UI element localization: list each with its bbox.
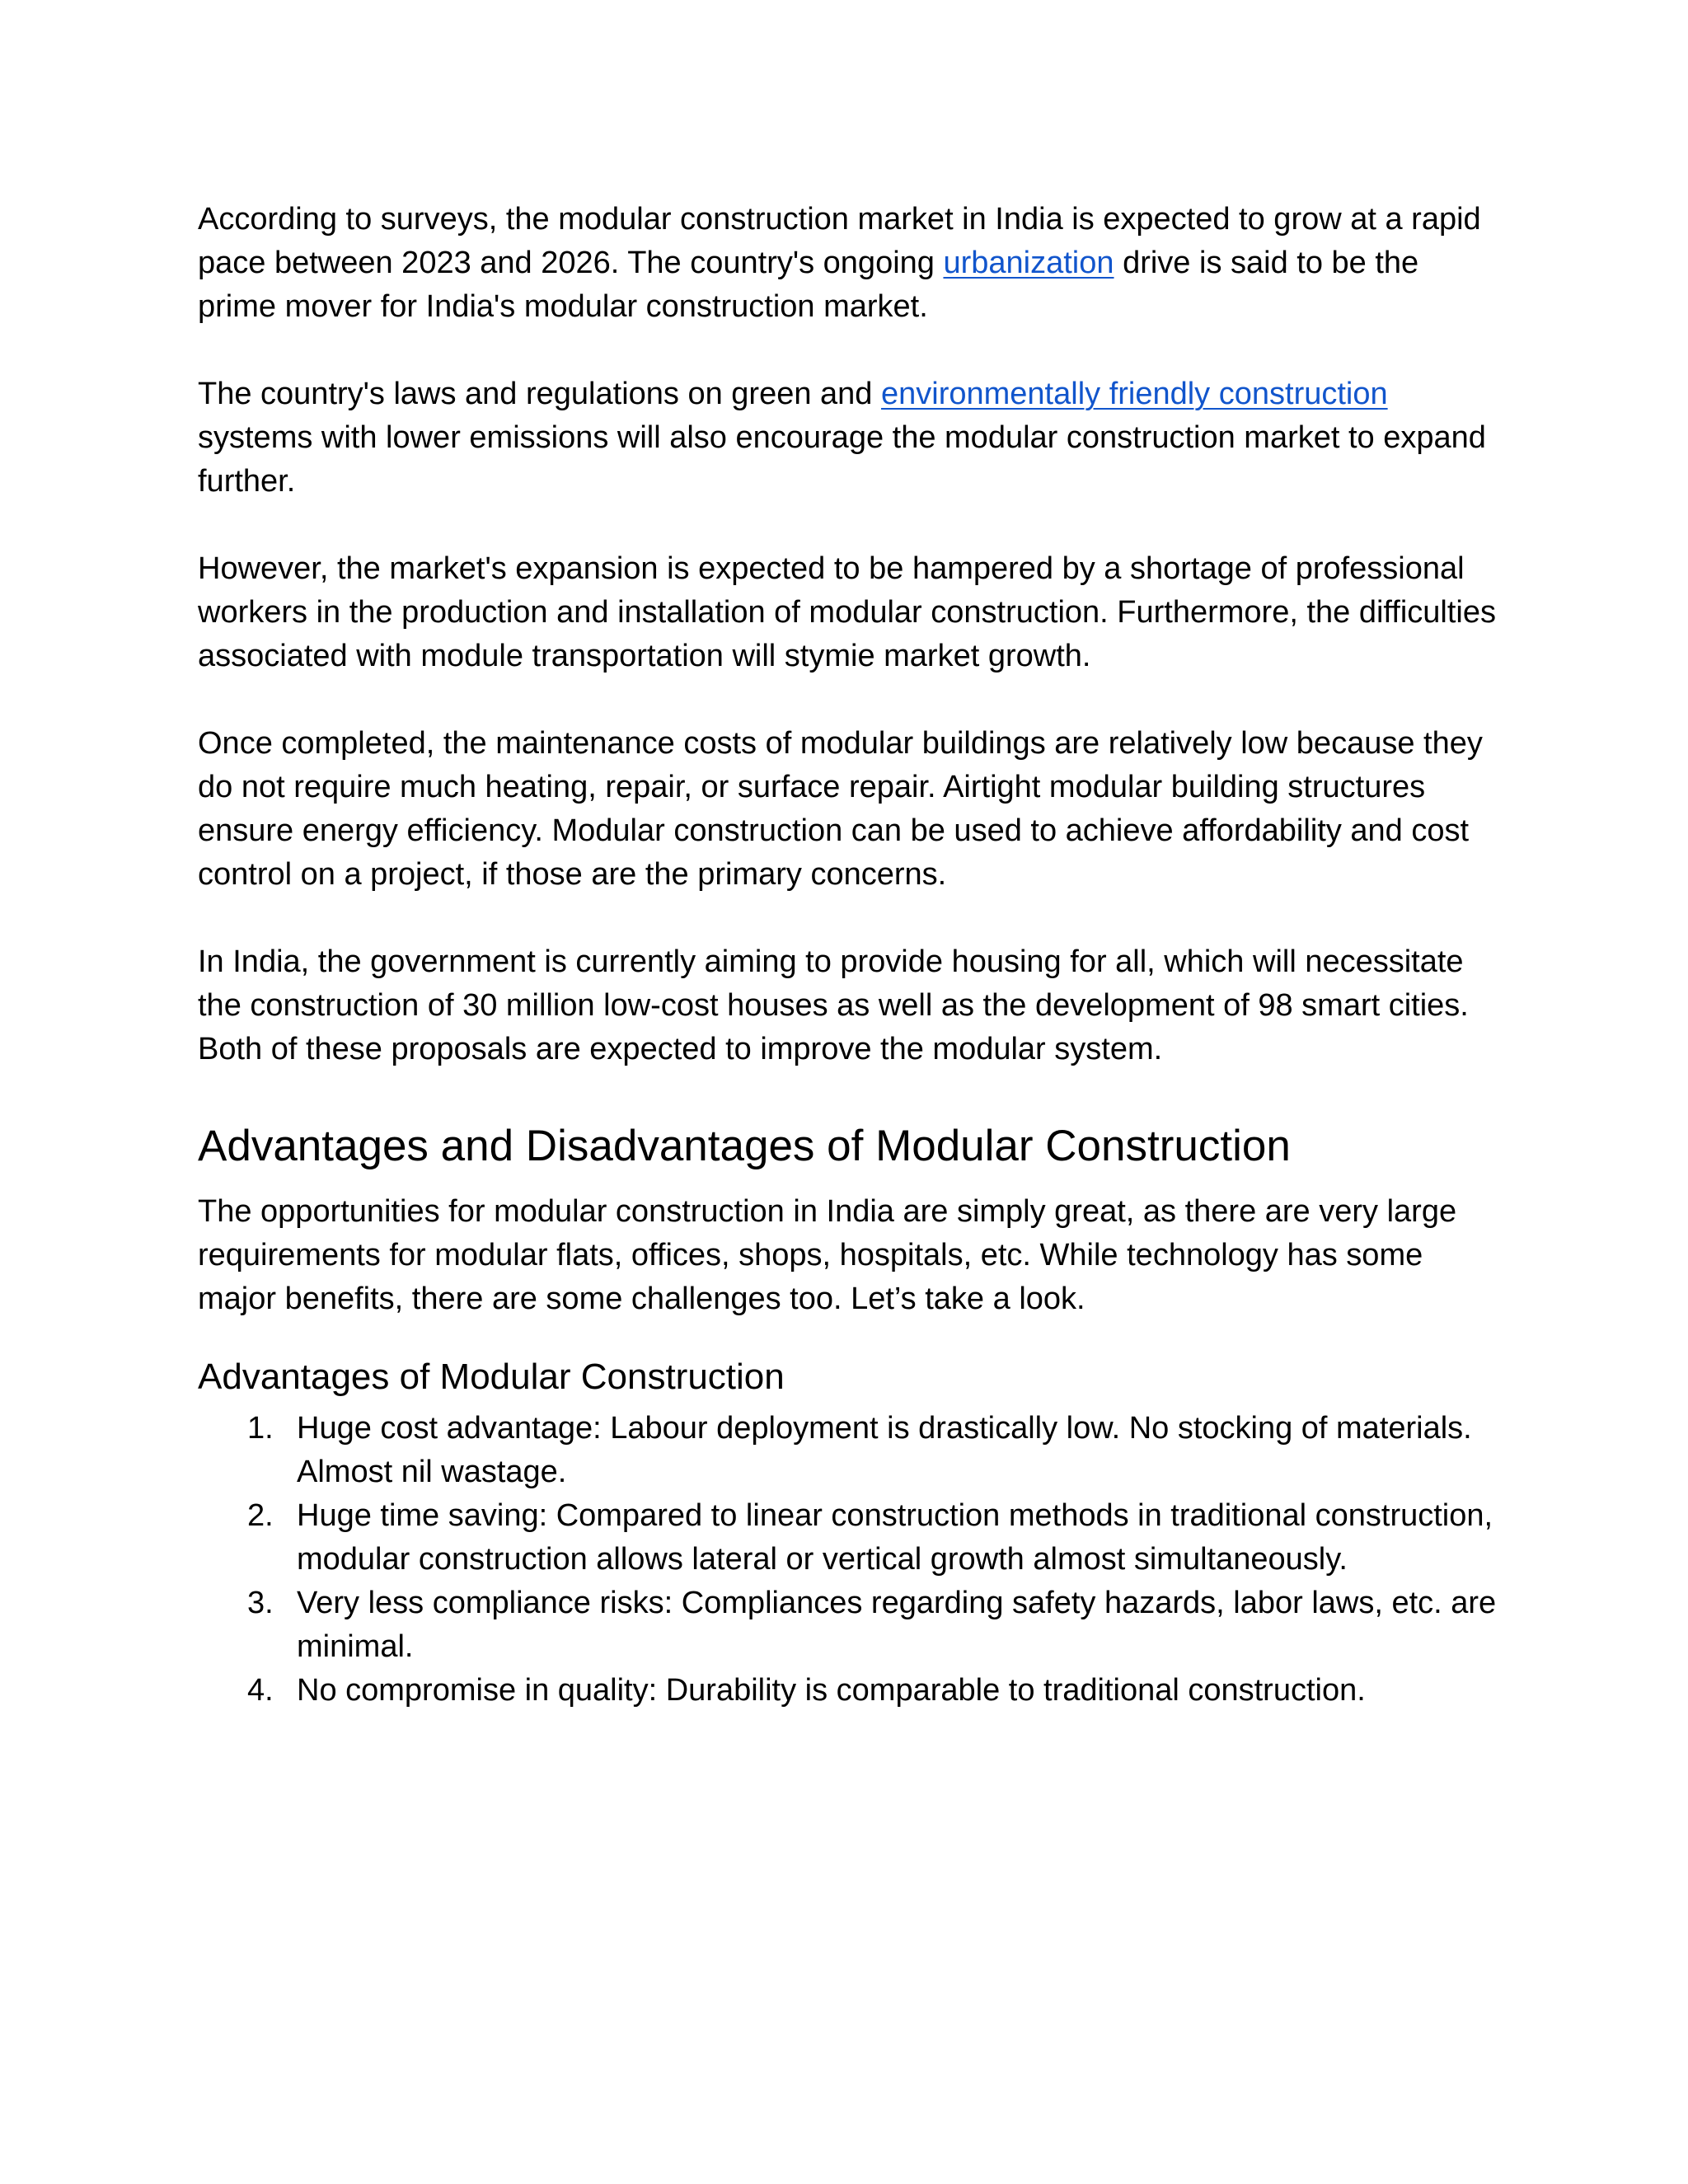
advantages-heading: Advantages of Modular Construction [198, 1357, 785, 1397]
paragraph-text: According to surveys, the modular construction market in India is expected to grow at a rapid pace between 2023 and 2026. The country's ongoing [198, 202, 1481, 280]
paragraph-text: systems with lower emissions will also encourage the modular construction market to expand further. [198, 420, 1486, 499]
document-page [198, 198, 1500, 1713]
intro-paragraph-1 [198, 198, 1500, 329]
list-item-number: 1. [247, 1411, 274, 1446]
list-item-number: 4. [247, 1673, 274, 1708]
section-paragraph: The opportunities for modular construction in India are simply great, as there are very large requirements for modular flats, offices, shops, hospitals, etc. While technology has some major benefits, there are some challenges too. Let’s take a look. [198, 1194, 1457, 1316]
list-item-number: 3. [247, 1586, 274, 1620]
advantages-list [198, 1407, 1500, 1713]
environmentally-friendly-construction-link[interactable]: environmentally friendly construction [881, 377, 1388, 411]
list-item [198, 1669, 1500, 1713]
list-item-text: Huge cost advantage: Labour deployment is drastically low. No stocking of materials. Almost nil wastage. [297, 1411, 1472, 1489]
paragraph-text: drive is said to be the prime mover for India's modular construction market. [198, 246, 1419, 324]
intro-paragraph-3: However, the market's expansion is expected to be hampered by a shortage of professional workers in the production and installation of modular construction. Furthermore, the difficulties associated with module transportation will stymie market growth. [198, 551, 1496, 673]
paragraph-text: The country's laws and regulations on green and [198, 377, 881, 411]
list-item-text: Very less compliance risks: Compliances regarding safety hazards, labor laws, etc. are minimal. [297, 1586, 1497, 1664]
list-item [198, 1407, 1500, 1494]
list-item [198, 1494, 1500, 1582]
section-heading: Advantages and Disadvantages of Modular Construction [198, 1122, 1291, 1170]
list-item-text: No compromise in quality: Durability is comparable to traditional construction. [297, 1673, 1366, 1708]
intro-paragraph-4: Once completed, the maintenance costs of modular buildings are relatively low because they do not require much heating, repair, or surface repair. Airtight modular building structures ensure energy efficiency. Modular construction can be used to achieve affordability and cost control on a project, if those are the primary concerns. [198, 726, 1483, 892]
list-item-number: 2. [247, 1498, 274, 1533]
intro-paragraph-2 [198, 373, 1500, 504]
list-item [198, 1582, 1500, 1669]
intro-paragraph-5: In India, the government is currently aiming to provide housing for all, which will necessitate the construction of 30 million low-cost houses as well as the development of 98 smart cities. Both of these proposals are expected to improve the modular system. [198, 944, 1469, 1066]
urbanization-link[interactable]: urbanization [943, 246, 1114, 280]
list-item-text: Huge time saving: Compared to linear construction methods in traditional construction, modular construction allows lateral or vertical growth almost simultaneously. [297, 1498, 1493, 1577]
